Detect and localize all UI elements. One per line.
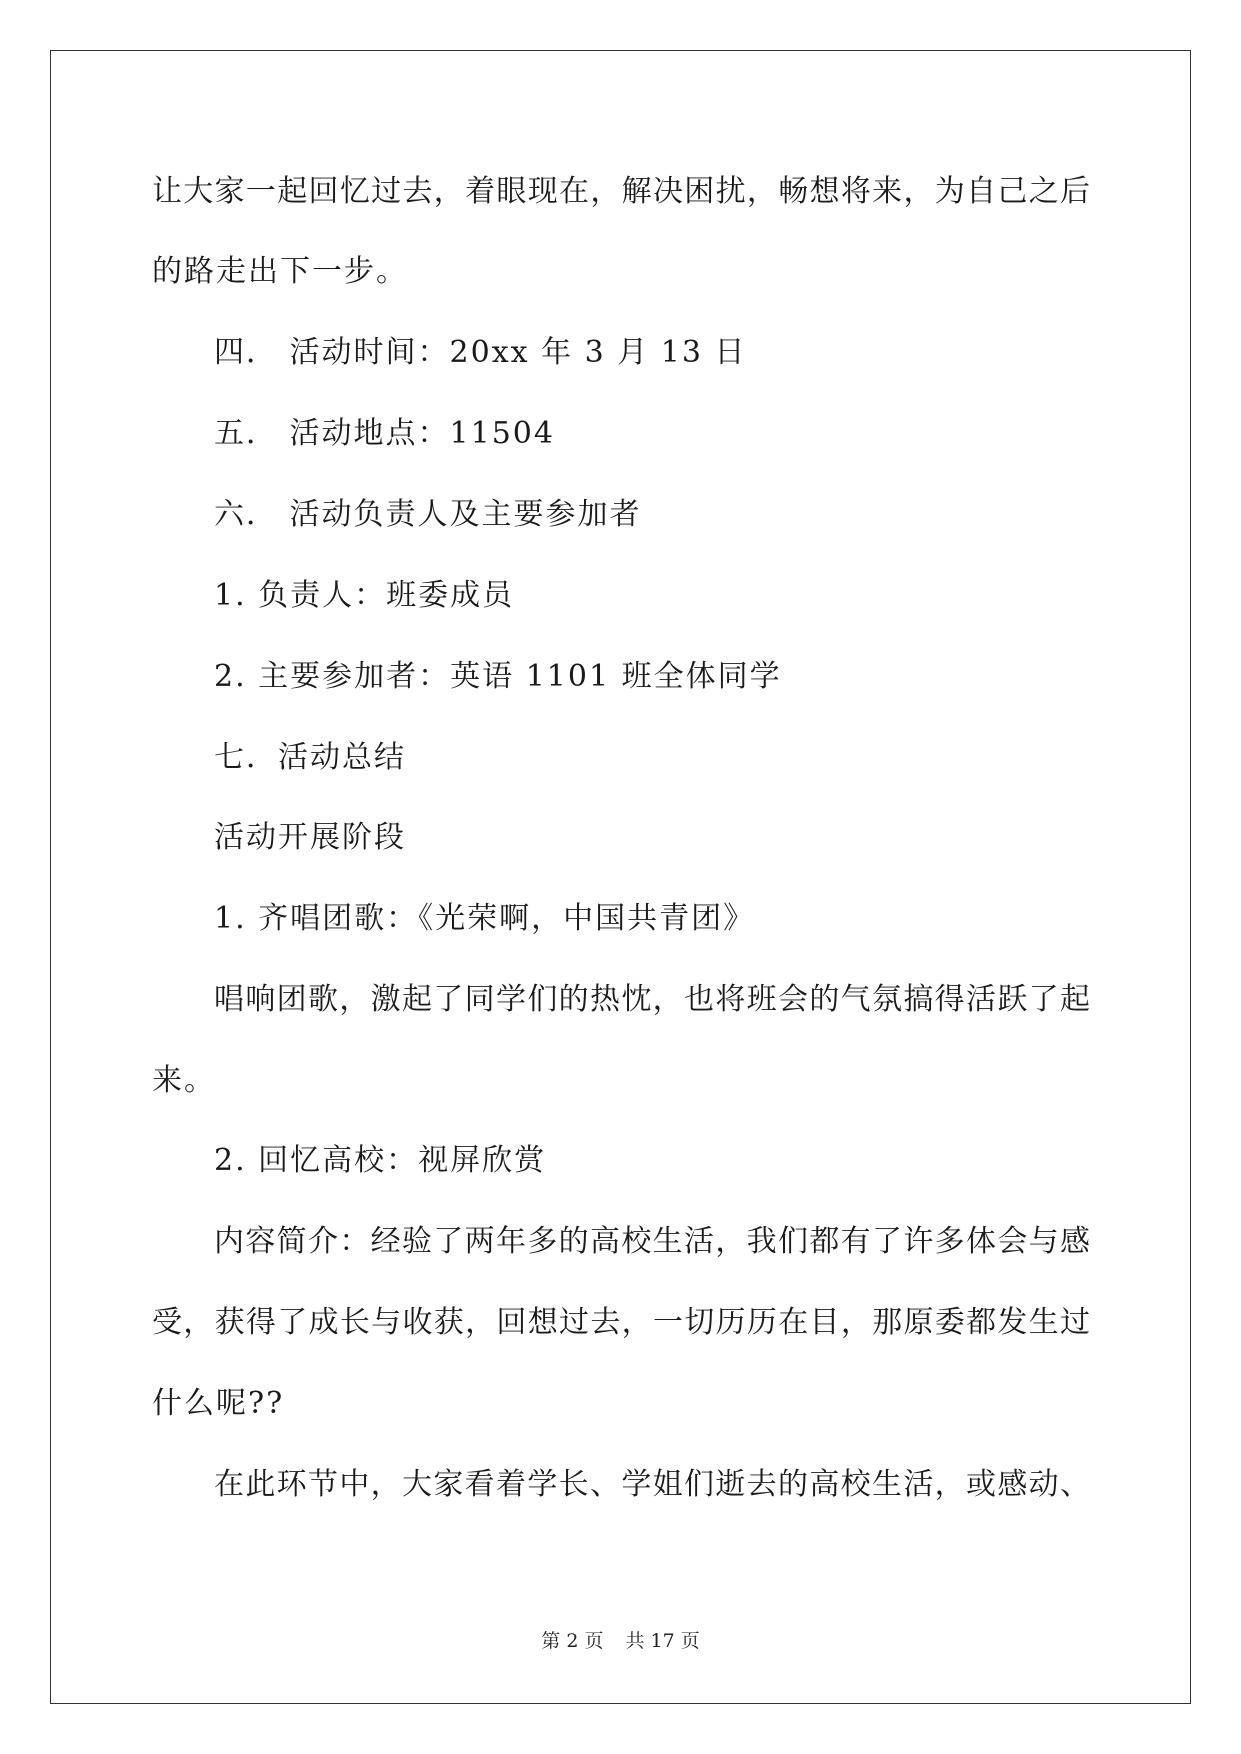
list-item: 2. 回忆高校：视屏欣赏 — [214, 1143, 547, 1178]
list-item: 1. 齐唱团歌：《光荣啊，中国共青团》 — [214, 901, 756, 936]
section-heading: 四． 活动时间：20xx 年 3 月 13 日 — [214, 335, 747, 370]
list-item: 1. 负责人：班委成员 — [214, 578, 515, 613]
paragraph-line: 什么呢?? — [152, 1386, 285, 1421]
paragraph-line: 让大家一起回忆过去，着眼现在，解决困扰，畅想将来，为自己之后 — [152, 174, 1090, 209]
subheading: 活动开展阶段 — [214, 820, 406, 855]
list-item: 2. 主要参加者：英语 1101 班全体同学 — [214, 659, 782, 694]
paragraph-line: 唱响团歌，激起了同学们的热忱，也将班会的气氛搞得活跃了起 — [214, 982, 1090, 1017]
paragraph-line: 的路走出下一步。 — [152, 254, 408, 289]
paragraph-line: 在此环节中，大家看着学长、学姐们逝去的高校生活，或感动、 — [214, 1467, 1090, 1502]
section-heading: 七．活动总结 — [214, 740, 406, 775]
paragraph-line: 来。 — [152, 1063, 216, 1098]
section-heading: 五． 活动地点：11504 — [214, 416, 555, 451]
page-total: 共 17 页 — [625, 1630, 700, 1652]
paragraph-line: 内容简介：经验了两年多的高校生活，我们都有了许多体会与感 — [214, 1224, 1090, 1259]
page-number: 第 2 页 — [541, 1630, 604, 1652]
section-heading: 六． 活动负责人及主要参加者 — [214, 497, 642, 532]
page-border — [50, 50, 1191, 1704]
page-footer — [0, 1629, 1241, 1653]
paragraph-line: 受，获得了成长与收获，回想过去，一切历历在目，那原委都发生过 — [152, 1305, 1090, 1340]
